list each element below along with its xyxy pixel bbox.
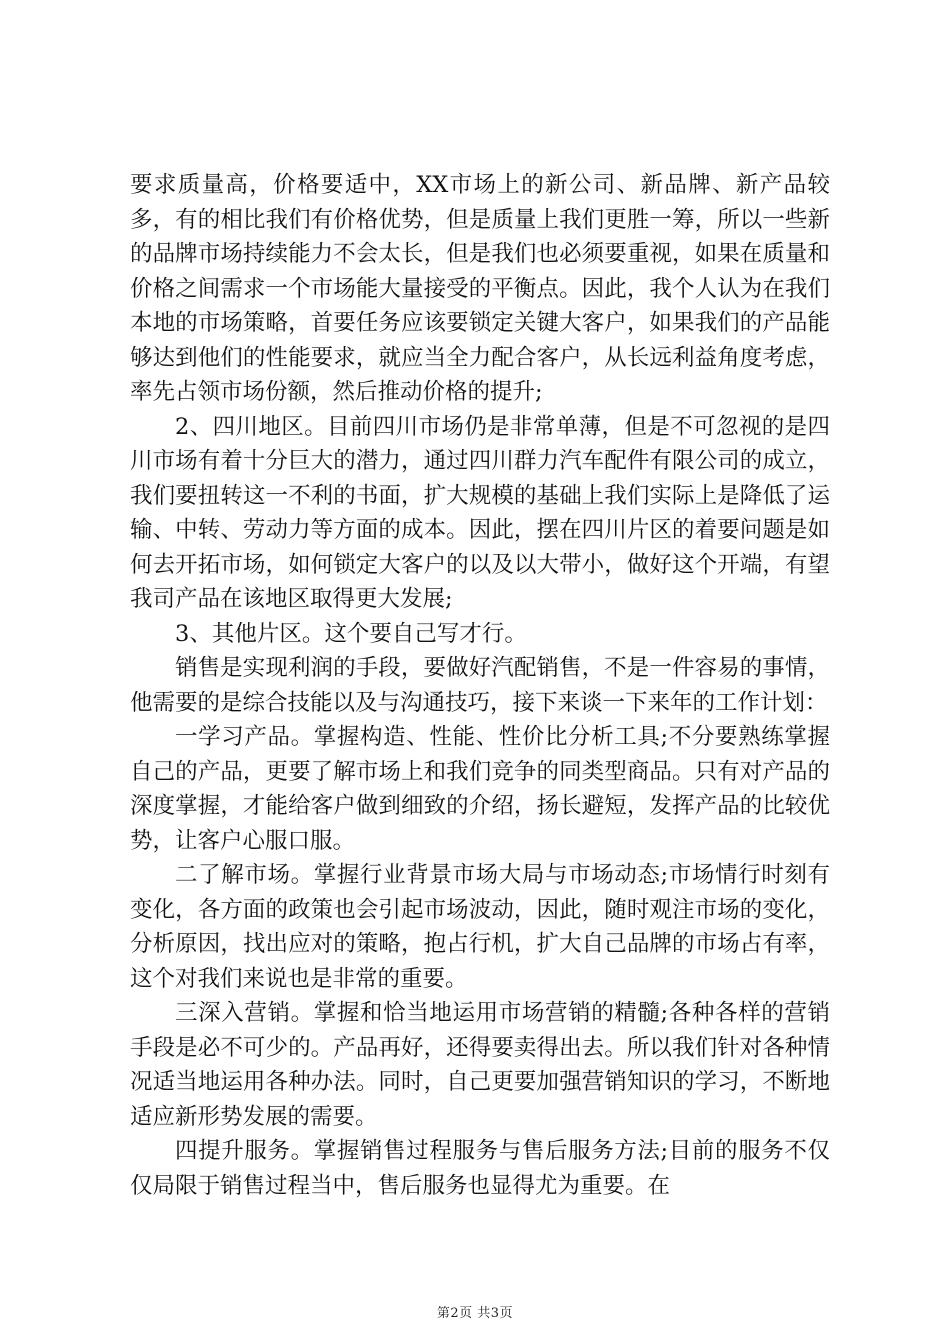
- paragraph-sales-intro: 销售是实现利润的手段，要做好汽配销售，不是一件容易的事情，他需要的是综合技能以及与沟通技巧，接下来谈一下来年的工作计划：: [130, 655, 830, 716]
- document-body: [130, 168, 830, 1203]
- paragraph-deep-marketing: 三深入营销。掌握和恰当地运用市场营销的精髓;各种各样的营销手段是必不可少的。产品再好，还得要卖得出去。所以我们针对各种情况适当地运用各种办法。同时，自己更要加强营销知识的学习，不断地适应新形势发展的需要。: [130, 1000, 830, 1130]
- paragraph-learn-product: 一学习产品。掌握构造、性能、性价比分析工具;不分要熟练掌握自己的产品，更要了解市场上和我们竞争的同类型商品。只有对产品的深度掌握，才能给客户做到细致的介绍，扬长避短，发挥产品的比较优势，让客户心服口服。: [130, 724, 830, 854]
- paragraph-continuation: 要求质量高，价格要适中，XX市场上的新公司、新品牌、新产品较多，有的相比我们有价格优势，但是质量上我们更胜一筹，所以一些新的品牌市场持续能力不会太长，但是我们也必须要重视，如果在质量和价格之间需求一个市场能大量接受的平衡点。因此，我个人认为在我们本地的市场策略，首要任务应该要锁定关键大客户，如果我们的产品能够达到他们的性能要求，就应当全力配合客户，从长远利益角度考虑，率先占领市场份额，然后推动价格的提升;: [130, 172, 830, 405]
- page-number-footer: 第2页 共3页: [436, 1306, 514, 1321]
- paragraph-sichuan-region: 2、四川地区。目前四川市场仍是非常单薄，但是不可忽视的是四川市场有着十分巨大的潜力，通过四川群力汽车配件有限公司的成立，我们要扭转这一不利的书面，扩大规模的基础上我们实际上是降低了运输、中转、劳动力等方面的成本。因此，摆在四川片区的着要问题是如何去开拓市场，如何锁定大客户的以及以大带小，做好这个开端，有望我司产品在该地区取得更大发展;: [130, 413, 830, 612]
- paragraph-other-regions: 3、其他片区。这个要自己写才行。: [175, 620, 527, 647]
- paragraph-improve-service: 四提升服务。掌握销售过程服务与售后服务方法;目前的服务不仅仅局限于销售过程当中，售后服务也显得尤为重要。在: [130, 1138, 830, 1199]
- paragraph-understand-market: 二了解市场。掌握行业背景市场大局与市场动态;市场情行时刻有变化，各方面的政策也会引起市场波动，因此，随时观注市场的变化，分析原因，找出应对的策略，抱占行机，扩大自己品牌的市场占有率，这个对我们来说也是非常的重要。: [130, 862, 830, 992]
